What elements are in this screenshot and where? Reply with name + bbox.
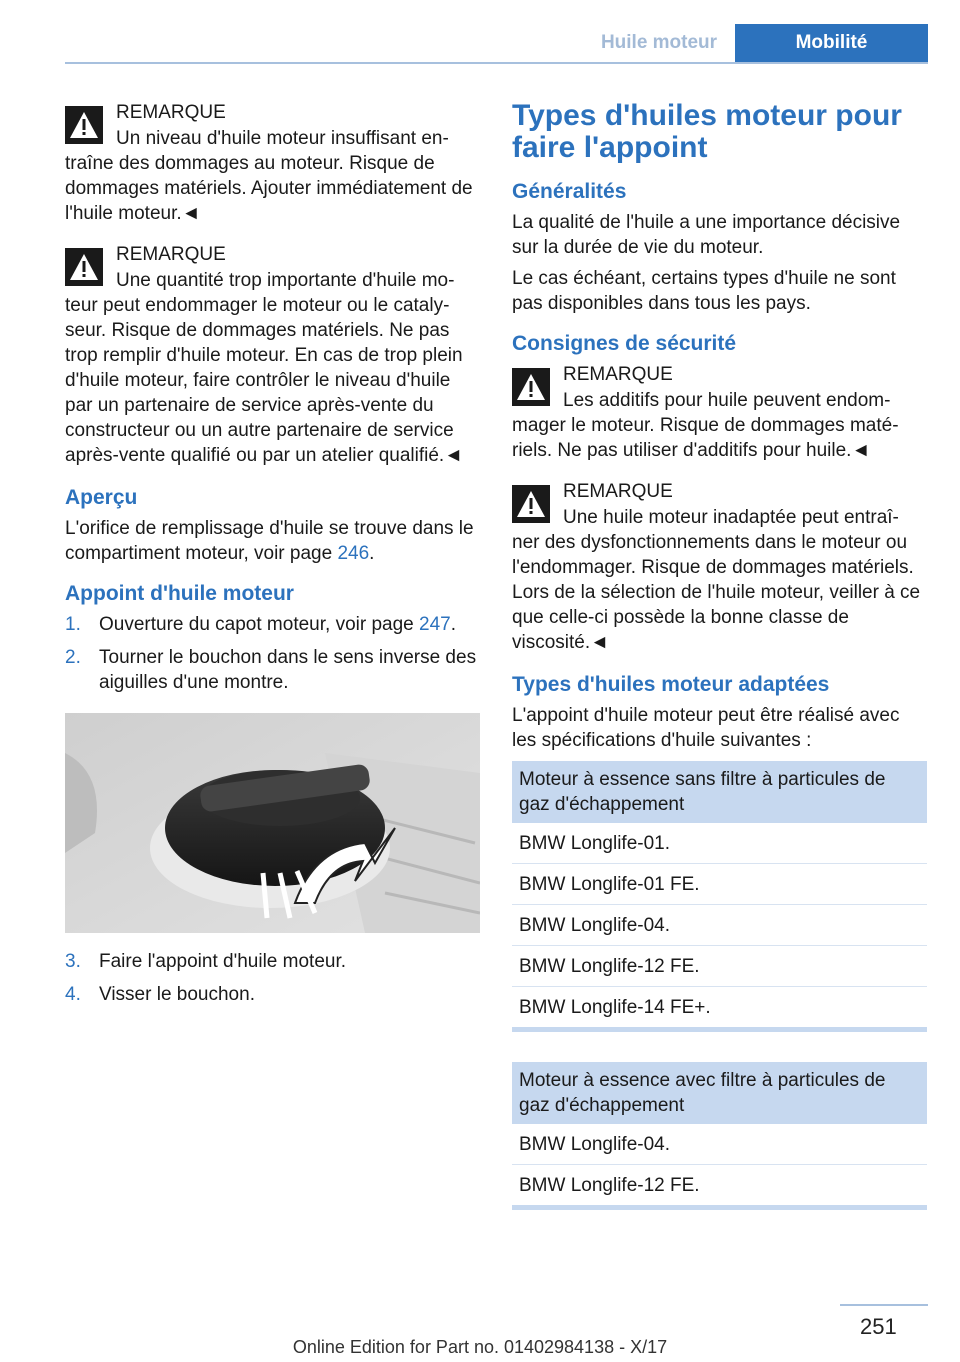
page-number: 251	[860, 1314, 897, 1339]
table-row: BMW Longlife-12 FE.	[519, 1175, 700, 1196]
note-first-line: Une quantité trop importante d'huile mo-	[116, 270, 455, 291]
spec-table-without-filter	[512, 761, 927, 1032]
step-number: 3.	[65, 951, 81, 972]
generalites-p2: Le cas échéant, certains types d'huile ne sont pas disponibles dans tous les pays.	[512, 268, 896, 314]
step-text: Tourner le bouchon dans le sens inverse des aiguilles d'une montre.	[99, 647, 477, 693]
generalites-p1: La qualité de l'huile a une importance décisive sur la durée de vie du moteur.	[512, 212, 901, 258]
steps-list-continued	[65, 949, 480, 1007]
table-row: BMW Longlife-01.	[512, 823, 927, 864]
step-item	[65, 949, 480, 974]
left-column	[65, 100, 480, 1015]
step-item	[65, 645, 480, 695]
note-text	[65, 126, 480, 226]
table-row: BMW Longlife-04.	[512, 905, 927, 946]
step-item	[65, 982, 480, 1007]
step-number: 1.	[65, 614, 81, 635]
table-row: BMW Longlife-04.	[512, 1124, 927, 1165]
step-text: Ouverture du capot moteur, voir page	[99, 614, 420, 635]
step-number: 4.	[65, 984, 81, 1005]
table-row: BMW Longlife-14 FE+.	[519, 997, 711, 1018]
warning-note	[512, 479, 927, 655]
table-row: BMW Longlife-12 FE.	[512, 946, 927, 987]
apercu-text	[65, 516, 480, 566]
header-tab-section: Mobilité	[735, 24, 928, 62]
warning-icon	[512, 485, 550, 523]
table-row: BMW Longlife-01 FE.	[512, 864, 927, 905]
section-title-apercu: Aperçu	[65, 486, 138, 509]
note-rest: mager le moteur. Risque de dommages matériels. Ne pas utiliser d'additifs pour huile.◄	[512, 415, 899, 461]
step-number: 2.	[65, 647, 81, 668]
section-title-consignes: Consignes de sécurité	[512, 332, 737, 355]
apercu-end: .	[369, 543, 375, 564]
note-rest: ner des dysfonctionnements dans le moteur ou l'endommager. Risque de dommages matériels. Lors de la sélection de l'huile moteur, veiller à ce que celle-ci possède la bonne classe de viscosité.◄	[512, 532, 921, 653]
note-text	[512, 388, 927, 463]
table-end-rule	[512, 1205, 927, 1210]
note-first-line: Les additifs pour huile peuvent endom-	[563, 390, 891, 411]
spec-table-header: Moteur à essence sans filtre à particules de gaz d'échappement	[512, 761, 927, 823]
page-link-246[interactable]: 246	[337, 543, 370, 564]
note-rest: teur peut endommager le moteur ou le catalyseur. Risque de dommages matériels. Ne pas trop remplir d'huile moteur. En cas de trop plein d'huile moteur, faire contrôler le niveau d'huile par un partenaire de service après-vente du constructeur ou un autre partenaire de service après-vente qualifié ou par un atelier qualifié.◄	[65, 295, 463, 466]
spec-table-with-filter	[512, 1062, 927, 1210]
note-first-line: Une huile moteur inadaptée peut entraî-	[563, 507, 899, 528]
apercu-body: L'orifice de remplissage d'huile se trouve dans le compartiment moteur, voir page	[65, 518, 474, 564]
note-text	[512, 505, 927, 655]
note-label: REMARQUE	[563, 481, 673, 502]
warning-note	[512, 362, 927, 463]
note-label: REMARQUE	[116, 102, 226, 123]
section-title-generalites: Généralités	[512, 180, 627, 203]
step-text: Faire l'appoint d'huile moteur.	[99, 951, 347, 972]
header-tab-chapter: Huile moteur	[600, 32, 718, 53]
section-title-adaptees: Types d'huiles moteur adaptées	[512, 673, 830, 696]
oil-cap-illustration	[65, 713, 480, 933]
right-column	[512, 100, 927, 1210]
note-first-line: Un niveau d'huile moteur insuffisant en-	[116, 128, 449, 149]
header-rule	[65, 62, 928, 64]
steps-list	[65, 612, 480, 695]
adaptees-intro: L'appoint d'huile moteur peut être réalisé avec les spécifications d'huile suivantes :	[512, 705, 900, 751]
step-text: Visser le bouchon.	[99, 984, 255, 1005]
warning-icon	[65, 248, 103, 286]
note-label: REMARQUE	[563, 364, 673, 385]
page-number-rule	[840, 1304, 928, 1306]
note-label: REMARQUE	[116, 244, 226, 265]
warning-icon	[512, 368, 550, 406]
edition-footer: Online Edition for Part no. 01402984138 - X/17	[292, 1337, 668, 1357]
page-link-247[interactable]: 247	[419, 614, 451, 635]
step-item	[65, 612, 480, 637]
warning-note	[65, 242, 480, 468]
section-title-appoint: Appoint d'huile moteur	[65, 582, 294, 605]
page-title: Types d'huiles moteur pour faire l'appoint	[512, 99, 902, 164]
warning-note	[65, 100, 480, 226]
note-rest: traîne des dommages au moteur. Risque de dommages matériels. Ajouter immédiatement de l'huile moteur.◄	[65, 153, 473, 224]
warning-icon	[65, 106, 103, 144]
note-text	[65, 268, 480, 468]
step-end: .	[450, 614, 456, 635]
spec-table-header: Moteur à essence avec filtre à particules de gaz d'échappement	[512, 1062, 927, 1124]
